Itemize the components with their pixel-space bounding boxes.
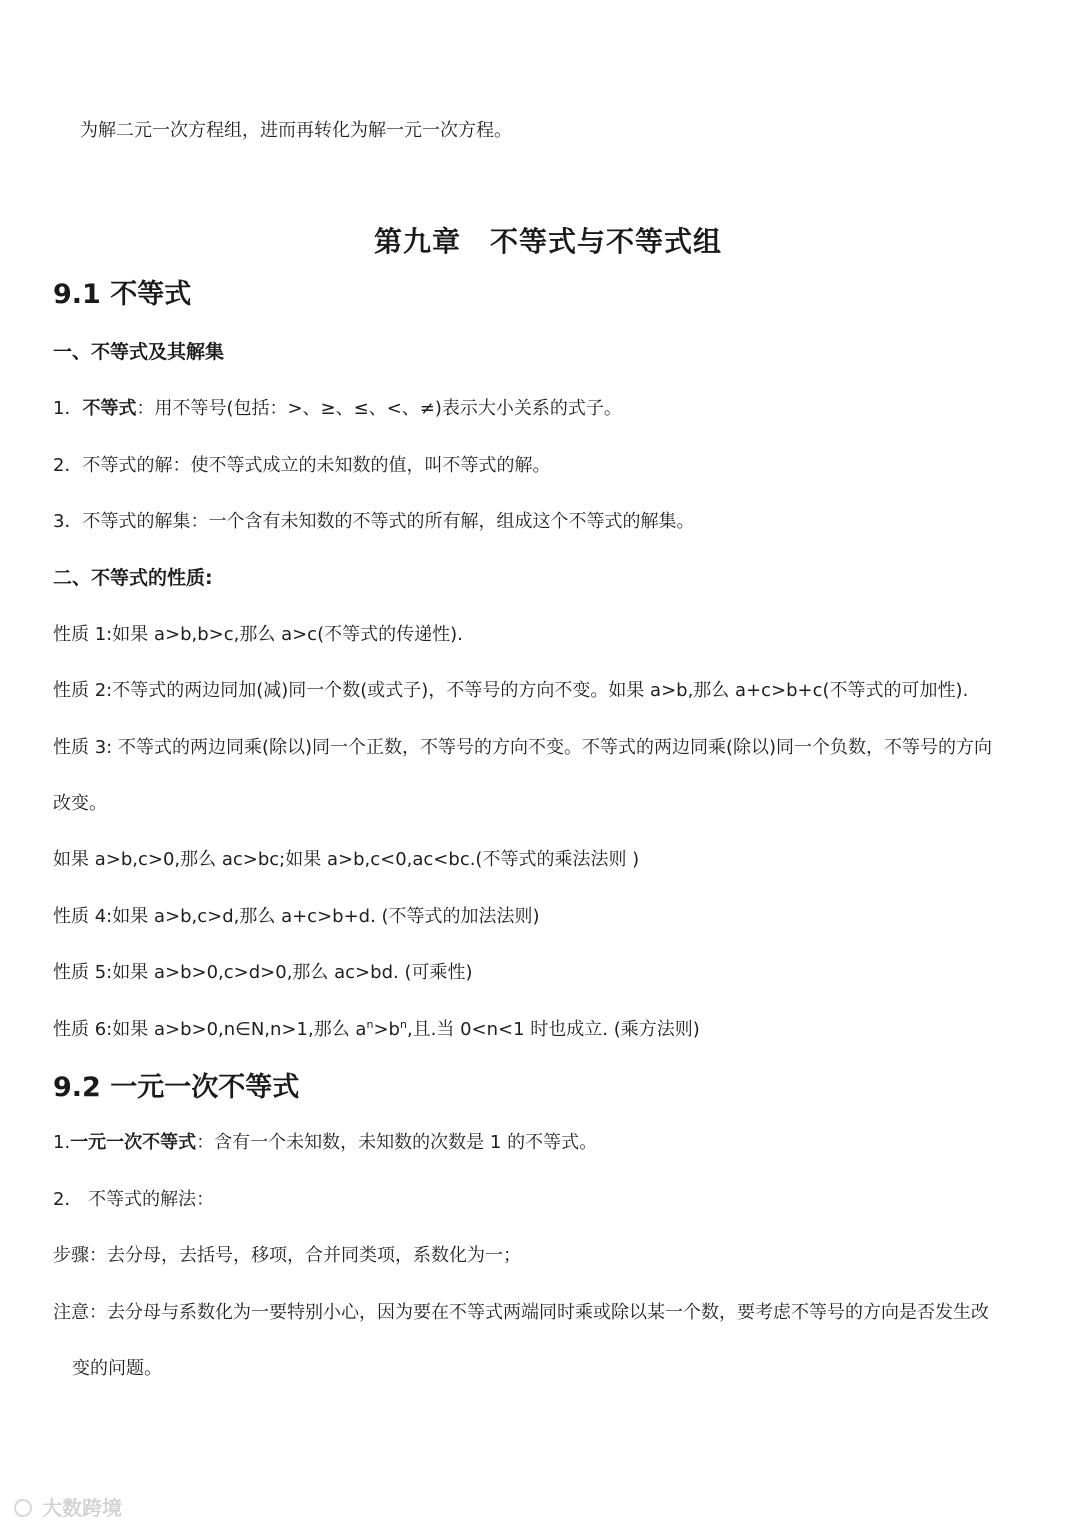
property-1: 性质 1:如果 a>b,b>c,那么 a>c(不等式的传递性). xyxy=(53,624,463,645)
section-title-9-2: 9.2 一元一次不等式 xyxy=(53,1072,300,1103)
note-line-1: 注意：去分母与系数化为一要特别小心，因为要在不等式两端同时乘或除以某一个数，要考虑不等号的方向是否发生改 xyxy=(53,1302,989,1323)
definition-linear-inequality xyxy=(53,1130,597,1156)
watermark-logo-icon xyxy=(14,1499,32,1517)
intro-line: 为解二元一次方程组，进而再转化为解一元一次方程。 xyxy=(80,120,512,141)
property-3-example: 如果 a>b,c>0,那么 ac>bc;如果 a>b,c<0,ac<bc.(不等式的乘法法则 ) xyxy=(53,849,640,870)
property-6-text-start: 性质 6:如果 a>b>0,n∈N,n>1,那么 a xyxy=(53,1019,367,1040)
property-4: 性质 4:如果 a>b,c>d,那么 a+c>b+d. (不等式的加法法则) xyxy=(53,906,540,927)
subheading-inequality-and-solution-set: 一、不等式及其解集 xyxy=(53,341,225,363)
watermark-text: 大数跨境 xyxy=(42,1496,122,1520)
definition-solution: 2．不等式的解：使不等式成立的未知数的值，叫不等式的解。 xyxy=(53,455,551,476)
section-title-9-1: 9.1 不等式 xyxy=(53,279,192,310)
solving-method-heading: 2． 不等式的解法： xyxy=(53,1189,215,1210)
property-5: 性质 5:如果 a>b>0,c>d>0,那么 ac>bd. (可乘性) xyxy=(53,962,473,983)
exponent-n: n xyxy=(366,1018,374,1031)
note-line-2: 变的问题。 xyxy=(72,1358,162,1379)
definition-text: ：用不等号(包括：>、≥、≤、<、≠)表示大小关系的式子。 xyxy=(136,398,622,419)
item-number: 1. xyxy=(53,1132,71,1153)
watermark xyxy=(14,1492,122,1521)
subheading-properties: 二、不等式的性质: xyxy=(53,567,213,589)
term-inequality: 不等式 xyxy=(82,398,137,419)
property-6 xyxy=(53,1017,700,1043)
property-6-text-middle: >b xyxy=(373,1019,400,1040)
definition-text: ：含有一个未知数，未知数的次数是 1 的不等式。 xyxy=(196,1132,598,1153)
item-number: 1． xyxy=(53,398,83,419)
property-3-line-1: 性质 3: 不等式的两边同乘(除以)同一个正数，不等号的方向不变。不等式的两边同乘(除以)同一个负数，不等号的方向 xyxy=(53,737,993,758)
definition-inequality xyxy=(53,396,622,422)
exponent-n: n xyxy=(399,1018,407,1031)
solving-steps: 步骤：去分母，去括号，移项，合并同类项，系数化为一； xyxy=(53,1245,521,1266)
definition-solution-set: 3．不等式的解集：一个含有未知数的不等式的所有解，组成这个不等式的解集。 xyxy=(53,511,695,532)
term-linear-inequality: 一元一次不等式 xyxy=(70,1132,197,1153)
property-3-line-2: 改变。 xyxy=(53,793,107,814)
chapter-title: 第九章 不等式与不等式组 xyxy=(373,225,722,258)
property-6-text-end: ,且.当 0<n<1 时也成立. (乘方法则) xyxy=(406,1019,700,1040)
property-2: 性质 2:不等式的两边同加(减)同一个数(或式子)，不等号的方向不变。如果 a>b,那么 a+c>b+c(不等式的可加性). xyxy=(53,680,969,701)
